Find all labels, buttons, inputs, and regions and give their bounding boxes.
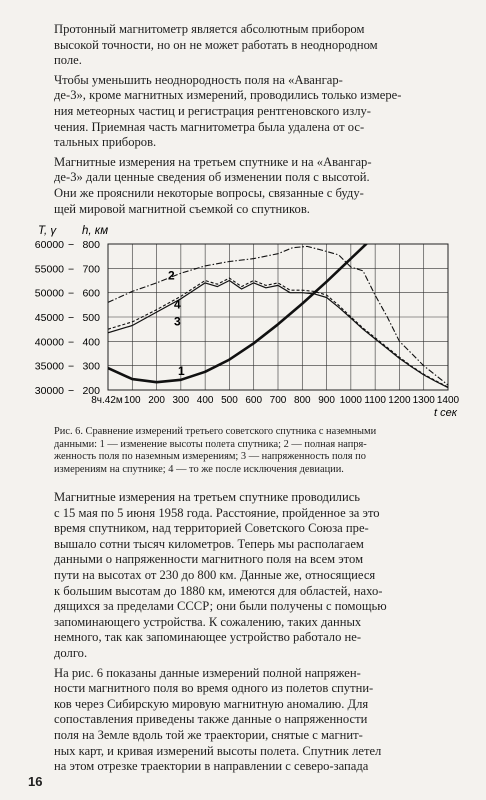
text-line: Чтобы уменьшить неоднородность поля на «Авангар- [54,72,343,87]
chart [30,222,470,422]
text-line: сопоставления приведены также данные о напряженности [54,712,368,727]
caption-line: измерениям на спутнике; 4 — то же после исключения девиации. [54,463,344,475]
y2-tick-dash: − [68,360,75,373]
paragraph [38,22,458,69]
y2-tick-dash: − [68,263,75,276]
y1-tick-label: 45000 [34,312,64,324]
y1-axis-label: T, γ [38,225,57,237]
y2-tick-dash: − [68,312,75,324]
x-axis-label: t сек [434,407,457,419]
caption-line: Рис. 6. Сравнение измерений третьего советского спутника с наземными [54,426,377,437]
y1-tick-label: 55000 [34,263,64,276]
text-line: ности магнитного поля во время одного из полетов спутни- [54,681,374,696]
x-tick-label: 800 [293,395,311,406]
paragraph [38,73,458,151]
text-line: дящихся за пределами СССР; они были получены с помощью [54,599,387,614]
text-line: на этом отрезке траектории в направлении с северо-запада [54,759,369,774]
text-line: тальных приборов. [54,135,157,150]
x-tick-label: 900 [318,395,335,406]
text-line: На рис. 6 показаны данные измерений полной напряжен- [54,665,361,680]
x-tick-label: 500 [221,395,238,406]
text-line: де-3», кроме магнитных измерений, проводились только измере- [54,88,402,103]
y2-tick-label: 400 [82,336,100,349]
text-line: де-3» дали ценные сведения об изменении поля с высотой. [54,170,370,185]
x-tick-label: 700 [269,395,287,406]
text-line: ния метеорных частиц и регистрация рентгеновского излу- [54,103,371,118]
series-label-2: 2 [168,268,175,283]
y2-tick-label: 500 [82,312,100,324]
text-line: Магнитные измерения на третьем спутнике проводились [54,490,361,504]
caption-text [38,426,458,476]
x-tick-label: 300 [172,395,190,406]
y1-tick-label: 30000 [34,385,64,397]
y1-tick-label: 60000 [34,239,64,251]
y1-tick-label: 35000 [34,360,64,373]
bottom-text [38,490,458,779]
y2-tick-dash: − [68,385,75,397]
y1-tick-label: 50000 [34,287,64,300]
paragraph [38,155,458,217]
y2-tick-label: 200 [82,385,100,397]
text-line: ков через Сибирскую мировую магнитную аномалию. Для [54,696,369,711]
x-tick-label: 1200 [388,395,411,406]
x-tick-label: 400 [196,395,214,406]
paragraph [38,666,458,775]
y2-tick-dash: − [68,287,75,300]
text-line: с 15 мая по 5 июня 1958 года. Расстояние, пройденное за это [54,505,380,520]
y2-tick-label: 600 [82,287,100,300]
caption-line: данными: 1 — изменение высоты полета спутника; 2 — полная напря- [54,438,367,450]
text-line: высокой точности, но он не может работать в неоднородном [54,37,378,52]
y2-tick-dash: − [68,336,75,349]
x-tick-label: 600 [245,395,263,406]
series-label-3: 3 [174,314,181,329]
text-line: запоминающего устройства. К сожалению, таких данных [54,614,362,629]
text-line: немного, так как запоминающее устройство работало не- [54,630,362,645]
series-label-1: 1 [178,363,185,378]
figure-6 [30,222,470,422]
y2-tick-label: 700 [82,263,100,276]
text-line: вышало сотни тысяч километров. Теперь мы располагаем [54,536,364,551]
caption-line: женность поля по наземным измерениям; 3 — напряженность поля по [54,451,366,463]
text-line: время спутником, над территорией Советского Союза пре- [54,521,369,536]
x-tick-label: 1400 [436,395,460,406]
text-line: поля на Земле вдоль той же траектории, снятые с магнит- [54,727,363,742]
text-line: долго. [54,645,88,660]
text-line: Магнитные измерения на третьем спутнике и на «Авангар- [54,154,372,169]
text-line: чения. Приемная часть магнитометра была удалена от ос- [54,119,365,134]
text-line: пути на высотах от 230 до 800 км. Данные же, относящиеся [54,567,376,582]
text-line: данными о напряженности магнитного поля на всем этом [54,552,364,567]
text-line: Протонный магнитометр является абсолютным прибором [54,22,365,36]
text-line: Они же прояснили некоторые вопросы, связанные с буду- [54,185,364,200]
text-line: ных карт, и кривая измерений высоты полета. Спутник летел [54,743,382,758]
y2-tick-label: 300 [82,360,100,373]
paragraph [38,490,458,662]
text-line: к большим высотам до 1880 км, имеются для областей, нахо- [54,583,383,598]
figure-caption [38,426,458,476]
x-tick-label: 200 [148,395,165,406]
y1-tick-label: 40000 [34,336,64,349]
text-line: поле. [54,53,82,68]
x-tick-label: 1100 [364,395,386,406]
x-tick-label: 1300 [412,395,435,406]
y2-tick-label: 800 [82,239,100,251]
y2-axis-label: h, км [82,225,109,237]
y2-tick-dash: − [68,239,75,251]
x-tick-label: 100 [123,395,141,406]
top-text [38,22,458,221]
text-line: щей мировой магнитной съемкой со спутников. [54,201,310,216]
x-tick-label: 1000 [339,395,362,406]
series-label-4: 4 [174,297,181,312]
x-start-label: 8ч.42м [91,395,123,406]
page-number: 16 [28,774,43,789]
